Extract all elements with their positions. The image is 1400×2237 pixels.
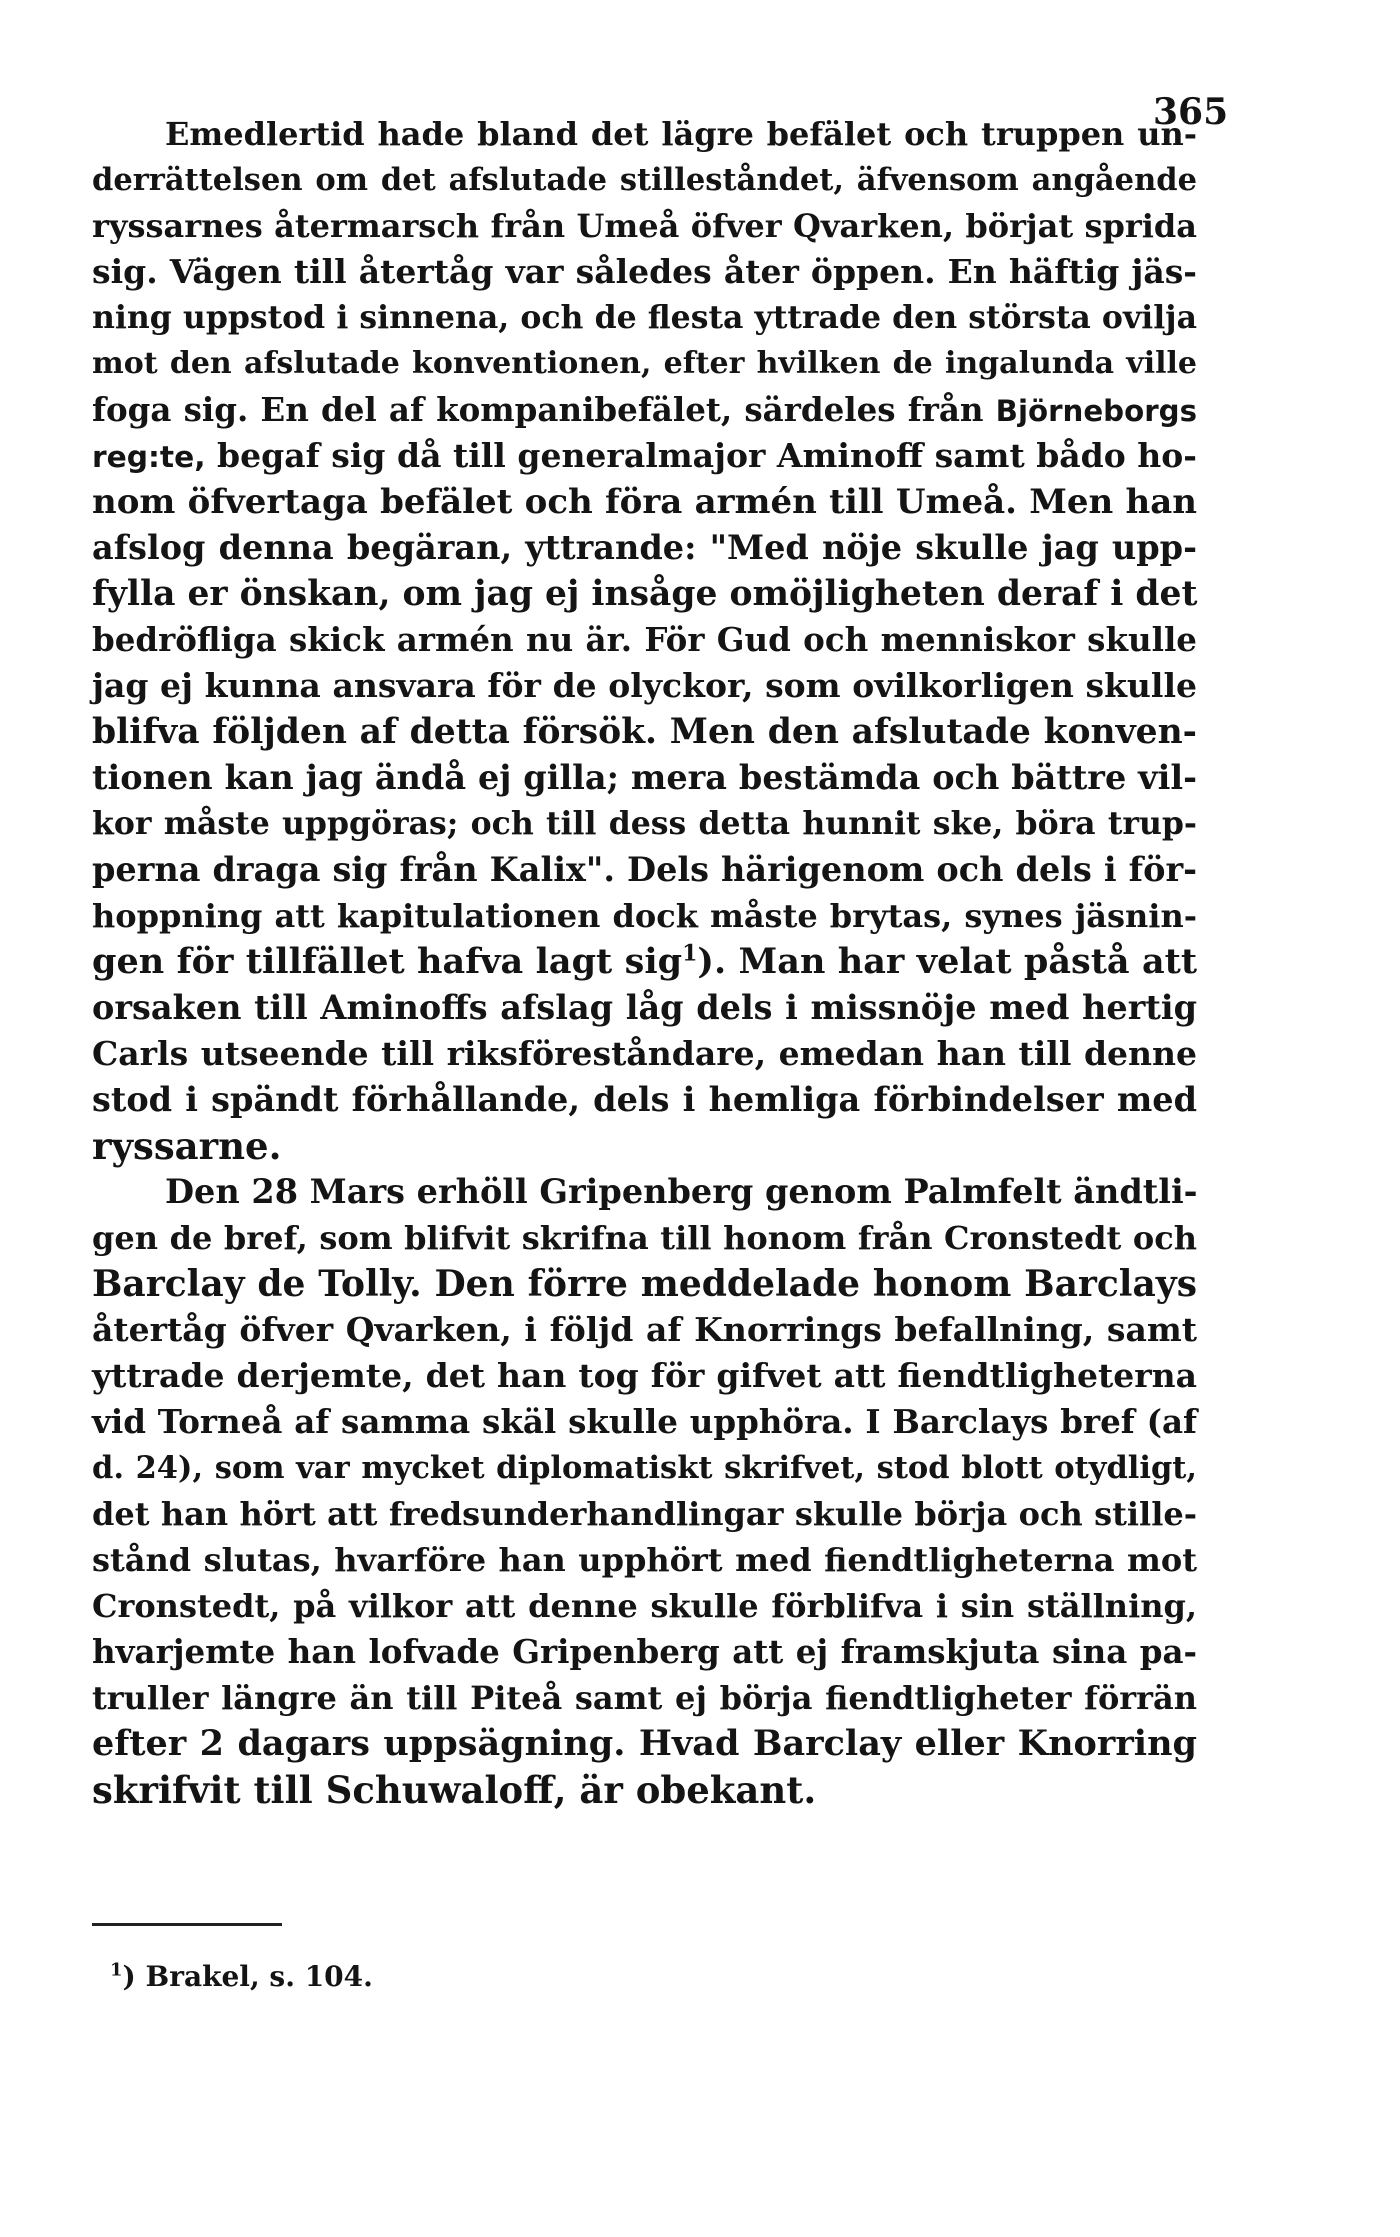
text-line: mot den afslutade konventionen, efter hvilken de ingalunda ville <box>92 346 1197 381</box>
text-line: Den 28 Mars erhöll Gripenberg genom Palmfelt ändtli- <box>165 1172 1198 1211</box>
text-line: hvarjemte han lofvade Gripenberg att ej framskjuta sina pa- <box>92 1632 1197 1671</box>
text-line: nom öfvertaga befälet och föra armén till Umeå. Men han <box>92 482 1197 522</box>
text-span: foga sig. En del af kompanibefälet, särdeles från <box>92 390 984 429</box>
text-line: perna draga sig från Kalix". Dels härigenom och dels i för- <box>92 850 1197 889</box>
text-line: det han hört att fredsunderhandlingar skulle börja och stille- <box>92 1495 1197 1533</box>
text-line: orsaken till Aminoffs afslag låg dels i missnöje med hertig <box>92 988 1197 1027</box>
text-line: ryssarnes återmarsch från Umeå öfver Qvarken, börjat sprida <box>92 207 1197 245</box>
text-line: stånd slutas, hvarföre han upphört med fiendtligheterna mot <box>92 1541 1197 1579</box>
text-line: yttrade derjemte, det han tog för gifvet att fiendtligheterna <box>92 1356 1197 1395</box>
text-line: stod i spändt förhållande, dels i hemliga förbindelser med <box>92 1080 1197 1119</box>
text-line: vid Torneå af samma skäl skulle upphöra. I Barclays bref (af <box>92 1402 1197 1441</box>
text-line: kor måste uppgöras; och till dess detta hunnit ske, böra trup- <box>92 805 1197 842</box>
text-line: Carls utseende till riksföreståndare, emedan han till denne <box>92 1034 1197 1073</box>
text-line: fylla er önskan, om jag ej insåge omöjligheten deraf i det <box>92 574 1198 614</box>
text-line <box>92 940 1197 984</box>
text-line: hoppning att kapitulationen dock måste brytas, synes jäsnin- <box>92 897 1197 935</box>
text-line: Barclay de Tolly. Den förre meddelade honom Barclays <box>92 1263 1197 1305</box>
text-span: ). Man har velat påstå att <box>697 941 1197 982</box>
text-line: d. 24), som var mycket diplomatiskt skrifvet, stod blott otydligt, <box>92 1450 1197 1486</box>
text-line: bedröfliga skick armén nu är. För Gud och menniskor skulle <box>92 620 1197 659</box>
text-line <box>92 434 1197 480</box>
text-line: ryssarne. <box>92 1124 282 1168</box>
text-line: truller längre än till Piteå samt ej börja fiendtligheter förrän <box>92 1679 1197 1717</box>
regiment-abbrev: reg:te, <box>92 440 206 475</box>
text-line: afslog denna begäran, yttrande: "Med nöje skulle jag upp- <box>92 528 1197 567</box>
text-line: blifva följden af detta försök. Men den afslutade konven- <box>92 712 1197 752</box>
text-line: skrifvit till Schuwaloff, är obekant. <box>92 1768 817 1812</box>
footnote-reference[interactable]: 1 <box>682 940 698 967</box>
text-line: ning uppstod i sinnena, och de flesta yttrade den största ovilja <box>92 299 1197 336</box>
footnote-divider <box>92 1923 282 1926</box>
text-line: jag ej kunna ansvara för de olyckor, som ovilkorligen skulle <box>92 666 1197 705</box>
text-line <box>92 388 1197 433</box>
footnote <box>110 1959 373 1993</box>
text-line: Cronstedt, på vilkor att denne skulle förblifva i sin ställning, <box>92 1587 1197 1625</box>
text-line: derrättelsen om det afslutade stilleståndet, äfvensom angående <box>92 162 1197 198</box>
regiment-name: Björneborgs <box>995 394 1197 428</box>
text-line: återtåg öfver Qvarken, i följd af Knorrings befallning, samt <box>92 1310 1197 1349</box>
text-line: tionen kan jag ändå ej gilla; mera bestämda och bättre vil- <box>92 758 1197 797</box>
text-line: efter 2 dagars uppsägning. Hvad Barclay eller Knorring <box>92 1723 1197 1764</box>
text-span: begaf sig då till generalmajor Aminoff samt bådo ho- <box>217 436 1197 475</box>
text-span: gen för tillfället hafva lagt sig <box>92 941 683 982</box>
text-line: gen de bref, som blifvit skrifna till honom från Cronstedt och <box>92 1219 1197 1257</box>
footnote-text: ) Brakel, s. 104. <box>122 1960 373 1993</box>
text-line: sig. Vägen till återtåg var således åter öppen. En häftig jäs- <box>92 252 1197 291</box>
text-line: Emedlertid hade bland det lägre befälet och truppen un- <box>165 115 1197 153</box>
footnote-marker: 1 <box>110 1959 123 1981</box>
page-number: 365 <box>1153 91 1229 133</box>
